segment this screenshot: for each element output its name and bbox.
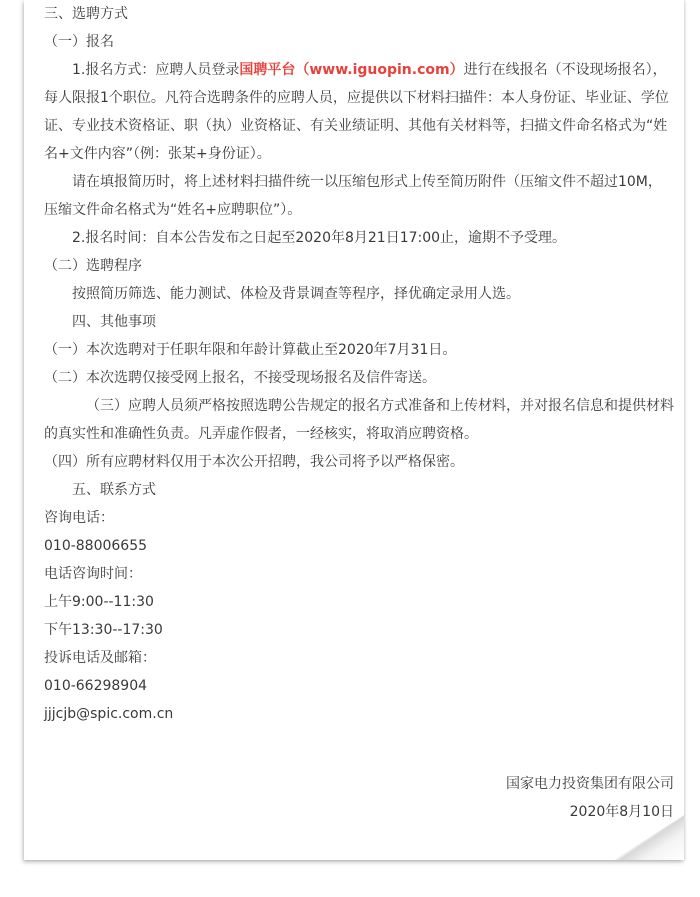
other-item-3: （三）应聘人员须严格按照选聘公告规定的报名方式准备和上传材料，并对报名信息和提供材料的真实性和准确性负责。凡弄虚作假者，一经核实，将取消应聘资格。: [44, 398, 674, 442]
registration-time-paragraph: 2.报名时间：自本公告发布之日起至2020年8月21日17:00止，逾期不予受理。: [72, 230, 567, 246]
other-item-4: （四）所有应聘材料仅用于本次公开招聘，我公司将予以严格保密。: [44, 454, 464, 470]
signature-company: 国家电力投资集团有限公司: [506, 776, 674, 792]
subheading-registration: （一）报名: [44, 34, 114, 50]
subheading-procedure: （二）选聘程序: [44, 258, 142, 274]
heading-other-matters: 四、其他事项: [72, 314, 156, 330]
complaint-label: 投诉电话及邮箱：: [44, 650, 156, 666]
hours-label: 电话咨询时间：: [44, 566, 142, 582]
spacer: [44, 728, 674, 756]
registration-method-prefix: 1.报名方式：应聘人员登录: [72, 62, 240, 78]
phone-number: 010-88006655: [44, 538, 148, 554]
phone-label: 咨询电话：: [44, 510, 114, 526]
other-item-2: （二）本次选聘仅接受网上报名，不接受现场报名及信件寄送。: [44, 370, 436, 386]
hours-morning: 上午9:00--11:30: [44, 594, 154, 610]
registration-compress-paragraph: 请在填报简历时，将上述材料扫描件统一以压缩包形式上传至简历附件（压缩文件不超过10M，压缩文件命名格式为“姓名+应聘职位”）。: [44, 174, 662, 218]
other-item-1: （一）本次选聘对于任职年限和年龄计算截止至2020年7月31日。: [44, 342, 457, 358]
document-page: [24, 0, 684, 860]
complaint-phone: 010-66298904: [44, 678, 148, 694]
hours-afternoon: 下午13:30--17:30: [44, 622, 163, 638]
registration-method-paragraph: [44, 56, 674, 168]
signature-date: 2020年8月10日: [569, 804, 674, 820]
complaint-email: jjjcjb@spic.com.cn: [44, 706, 174, 722]
platform-link[interactable]: 国聘平台（www.iguopin.com）: [239, 62, 464, 78]
heading-selection-method: 三、选聘方式: [44, 6, 128, 22]
heading-contact: 五、联系方式: [72, 482, 156, 498]
notice-body: [44, 0, 674, 826]
procedure-paragraph: 按照简历筛选、能力测试、体检及背景调查等程序，择优确定录用人选。: [72, 286, 520, 302]
registration-method-suffix: 进行在线报名（不设现场报名），每人限报1个职位。凡符合选聘条件的应聘人员，应提供以下材料扫描件：本人身份证、毕业证、学位证、专业技术资格证、职（执）业资格证、有关业绩证明、其他有关材料等，扫描文件命名格式为“姓名+文件内容”（例：张某+身份证）。: [44, 62, 669, 162]
